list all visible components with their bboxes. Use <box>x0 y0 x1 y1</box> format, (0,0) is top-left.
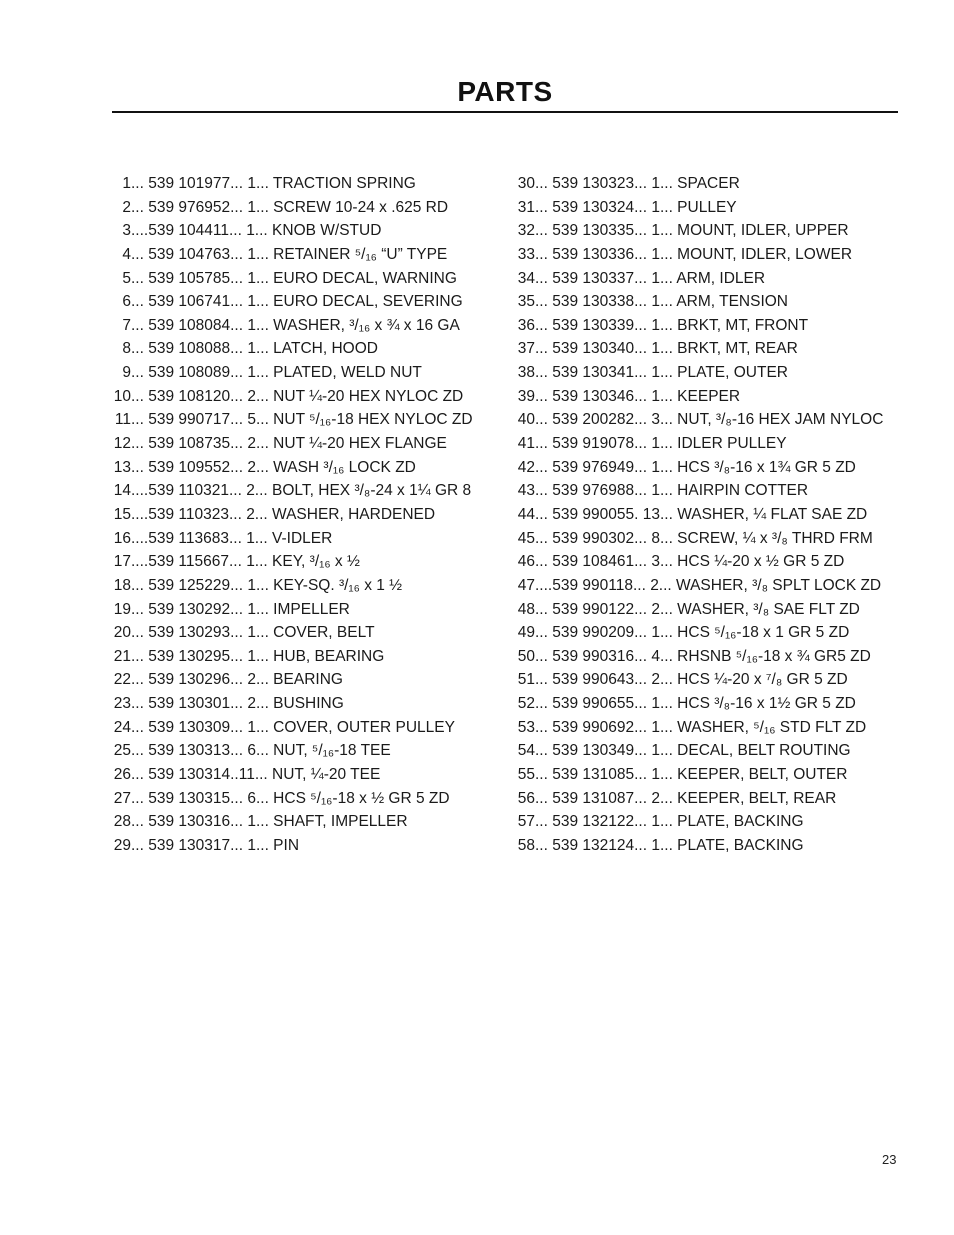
item-number: 42 <box>517 458 535 476</box>
parts-list-item <box>512 787 902 811</box>
item-description: ... 539 976988... 1... HAIRPIN COTTER <box>535 482 809 500</box>
item-number: 52 <box>517 695 535 713</box>
parts-list-right <box>512 172 902 858</box>
item-number: 29 <box>113 836 131 854</box>
parts-list-item <box>108 243 508 267</box>
item-description: ... 539 130340... 1... BRKT, MT, REAR <box>535 340 798 358</box>
parts-list-item <box>108 290 508 314</box>
item-number: 51 <box>517 671 535 689</box>
item-number: 23 <box>113 695 131 713</box>
item-description: ... 539 976952... 1... SCREW 10-24 x .625 RD <box>131 198 449 216</box>
item-description: ... 539 130349... 1... DECAL, BELT ROUTING <box>535 742 851 760</box>
item-description: ... 539 130315... 6... HCS ⁵/₁₆-18 x ½ GR 5 ZD <box>131 789 450 807</box>
item-description: ... 539 125229... 1... KEY-SQ. ³/₁₆ x 1 ½ <box>131 576 403 594</box>
item-number: 9 <box>122 364 131 382</box>
item-description: ... 539 130313... 6... NUT, ⁵/₁₆-18 TEE <box>131 742 391 760</box>
item-number: 40 <box>517 411 535 429</box>
parts-list-item <box>512 456 902 480</box>
parts-list-item <box>512 834 902 858</box>
parts-list-item <box>108 432 508 456</box>
parts-list-item <box>512 172 902 196</box>
item-description: ....539 110321... 2... BOLT, HEX ³/₈-24 x 1¼ GR 8 <box>131 482 472 500</box>
item-description: ... 539 104763... 1... RETAINER ⁵/₁₆ “U” TYPE <box>131 245 448 263</box>
parts-list-item <box>108 503 508 527</box>
item-number: 38 <box>517 364 535 382</box>
parts-list-item <box>108 787 508 811</box>
item-number: 15 <box>113 505 131 523</box>
item-description: ... 539 130316... 1... SHAFT, IMPELLER <box>131 813 408 831</box>
item-description: ....539 113683... 1... V-IDLER <box>131 529 333 547</box>
item-number: 20 <box>113 624 131 642</box>
parts-list-item <box>108 550 508 574</box>
item-description: ... 539 990717... 5... NUT ⁵/₁₆-18 HEX NYLOC ZD <box>131 411 473 429</box>
parts-list-item <box>108 810 508 834</box>
parts-list-item <box>108 385 508 409</box>
item-number: 58 <box>517 836 535 854</box>
item-description: ... 539 130317... 1... PIN <box>131 836 300 854</box>
parts-list-item <box>108 219 508 243</box>
item-description: ... 539 990209... 1... HCS ⁵/₁₆-18 x 1 GR 5 ZD <box>535 624 850 642</box>
item-number: 45 <box>517 529 535 547</box>
parts-list-item <box>512 527 902 551</box>
item-number: 21 <box>113 647 131 665</box>
item-description: ... 539 130323... 1... SPACER <box>535 175 740 192</box>
parts-list-item <box>512 598 902 622</box>
parts-list-item <box>108 692 508 716</box>
parts-list-item <box>108 739 508 763</box>
item-number: 47 <box>517 576 535 594</box>
parts-list-item <box>512 574 902 598</box>
item-number: 36 <box>517 316 535 334</box>
item-description: ... 539 106741... 1... EURO DECAL, SEVERING <box>131 293 463 311</box>
parts-list-item <box>108 456 508 480</box>
item-description: ....539 110323... 2... WASHER, HARDENED <box>131 505 436 523</box>
item-description: ... 539 132122... 1... PLATE, BACKING <box>535 813 804 831</box>
parts-list-item <box>512 337 902 361</box>
item-description: ... 539 130296... 2... BEARING <box>131 671 343 689</box>
parts-list-item <box>108 267 508 291</box>
item-number: 34 <box>517 269 535 287</box>
item-description: ... 539 990122... 2... WASHER, ³/₈ SAE FLT ZD <box>535 600 860 618</box>
page-number: 23 <box>882 1152 897 1167</box>
item-description: ... 539 130336... 1... MOUNT, IDLER, LOWER <box>535 245 853 263</box>
parts-list-item <box>512 432 902 456</box>
item-description: ... 539 131087... 2... KEEPER, BELT, REAR <box>535 789 837 807</box>
item-number: 24 <box>113 718 131 736</box>
item-description: ... 539 130341... 1... PLATE, OUTER <box>535 364 789 382</box>
item-number: 19 <box>113 600 131 618</box>
parts-list-item <box>108 361 508 385</box>
item-number: 1 <box>122 175 131 192</box>
parts-list-item <box>512 645 902 669</box>
parts-list-item <box>512 267 902 291</box>
item-description: ... 539 130309... 1... COVER, OUTER PULLEY <box>131 718 455 736</box>
parts-list-item <box>512 361 902 385</box>
item-description: ....539 104411... 1... KNOB W/STUD <box>131 222 382 240</box>
parts-list-item <box>512 243 902 267</box>
item-number: 48 <box>517 600 535 618</box>
item-description: ... 539 990692... 1... WASHER, ⁵/₁₆ STD FLT ZD <box>535 718 867 736</box>
item-description: ... 539 108461... 3... HCS ¼-20 x ½ GR 5 ZD <box>535 553 845 571</box>
item-description: ....539 990118... 2... WASHER, ³/₈ SPLT LOCK ZD <box>535 576 882 594</box>
parts-list-item <box>512 692 902 716</box>
item-number: 8 <box>122 340 131 358</box>
item-number: 35 <box>517 293 535 311</box>
item-number: 12 <box>113 435 131 453</box>
item-number: 46 <box>517 553 535 571</box>
item-number: 4 <box>122 245 131 263</box>
item-number: 5 <box>122 269 131 287</box>
item-number: 33 <box>517 245 535 263</box>
item-number: 56 <box>517 789 535 807</box>
item-number: 55 <box>517 766 535 784</box>
parts-list-left <box>108 172 508 858</box>
item-description: ... 539 130314..11... NUT, ¼-20 TEE <box>131 766 381 784</box>
item-number: 32 <box>517 222 535 240</box>
parts-list-item <box>108 645 508 669</box>
item-number: 39 <box>517 387 535 405</box>
item-number: 54 <box>517 742 535 760</box>
item-number: 41 <box>517 435 535 453</box>
item-number: 2 <box>122 198 131 216</box>
item-description: ... 539 130346... 1... KEEPER <box>535 387 741 405</box>
item-number: 7 <box>122 316 131 334</box>
parts-list-item <box>512 668 902 692</box>
item-description: ... 539 130324... 1... PULLEY <box>535 198 737 216</box>
parts-list-item <box>108 621 508 645</box>
item-description: ... 539 130335... 1... MOUNT, IDLER, UPPER <box>535 222 849 240</box>
parts-list-item <box>512 503 902 527</box>
item-number: 14 <box>113 482 131 500</box>
item-description: ... 539 200282... 3... NUT, ³/₈-16 HEX JAM NYLOC <box>535 411 884 429</box>
item-description: ... 539 108084... 1... WASHER, ³/₁₆ x ¾ x 16 GA <box>131 316 460 334</box>
parts-list-item <box>512 408 902 432</box>
item-description: ... 539 990643... 2... HCS ¼-20 x ⁷/₈ GR 5 ZD <box>535 671 848 689</box>
item-description: ... 539 130338... 1... ARM, TENSION <box>535 293 789 311</box>
parts-list-item <box>108 408 508 432</box>
parts-list-item <box>512 196 902 220</box>
item-description: ... 539 101977... 1... TRACTION SPRING <box>131 175 416 192</box>
item-description: ... 539 109552... 2... WASH ³/₁₆ LOCK ZD <box>131 458 416 476</box>
parts-list-item <box>512 385 902 409</box>
parts-list-item <box>512 219 902 243</box>
item-number: 43 <box>517 482 535 500</box>
parts-list-item <box>512 810 902 834</box>
item-number: 13 <box>113 458 131 476</box>
item-number: 50 <box>517 647 535 665</box>
item-number: 30 <box>517 175 535 192</box>
item-description: ... 539 105785... 1... EURO DECAL, WARNING <box>131 269 457 287</box>
parts-list-item <box>512 290 902 314</box>
parts-list-item <box>108 834 508 858</box>
parts-list-item <box>108 337 508 361</box>
parts-list-item <box>108 598 508 622</box>
item-number: 25 <box>113 742 131 760</box>
item-description: ... 539 990055. 13... WASHER, ¼ FLAT SAE ZD <box>535 505 868 523</box>
parts-list-item <box>108 527 508 551</box>
item-number: 22 <box>113 671 131 689</box>
page-title: PARTS <box>457 76 553 107</box>
item-description: ... 539 919078... 1... IDLER PULLEY <box>535 435 787 453</box>
item-number: 6 <box>122 293 131 311</box>
item-number: 27 <box>113 789 131 807</box>
item-description: ... 539 130293... 1... COVER, BELT <box>131 624 375 642</box>
item-description: ... 539 132124... 1... PLATE, BACKING <box>535 836 804 854</box>
parts-list-item <box>512 716 902 740</box>
item-description: ... 539 130339... 1... BRKT, MT, FRONT <box>535 316 809 334</box>
item-description: ... 539 990316... 4... RHSNB ⁵/₁₆-18 x ¾ GR5 ZD <box>535 647 871 665</box>
item-number: 44 <box>517 505 535 523</box>
item-number: 53 <box>517 718 535 736</box>
item-description: ... 539 990302... 8... SCREW, ¼ x ³/₈ THRD FRM <box>535 529 873 547</box>
item-number: 16 <box>113 529 131 547</box>
parts-list-item <box>108 172 508 196</box>
item-number: 31 <box>517 198 535 216</box>
item-number: 49 <box>517 624 535 642</box>
item-description: ... 539 976949... 1... HCS ³/₈-16 x 1¾ GR 5 ZD <box>535 458 856 476</box>
item-description: ... 539 108120... 2... NUT ¼-20 HEX NYLOC ZD <box>131 387 464 405</box>
item-number: 3 <box>122 222 131 240</box>
item-description: ... 539 130301... 2... BUSHING <box>131 695 344 713</box>
title-rule <box>112 111 898 113</box>
item-description: ... 539 108089... 1... PLATED, WELD NUT <box>131 364 422 382</box>
parts-list-item <box>108 196 508 220</box>
item-number: 26 <box>113 766 131 784</box>
item-description: ... 539 130292... 1... IMPELLER <box>131 600 350 618</box>
item-number: 18 <box>113 576 131 594</box>
item-number: 28 <box>113 813 131 831</box>
item-description: ... 539 131085... 1... KEEPER, BELT, OUTER <box>535 766 848 784</box>
item-number: 57 <box>517 813 535 831</box>
item-description: ... 539 108735... 2... NUT ¼-20 HEX FLANGE <box>131 435 447 453</box>
parts-list-item <box>108 479 508 503</box>
parts-list-item <box>108 574 508 598</box>
item-description: ... 539 108088... 1... LATCH, HOOD <box>131 340 378 358</box>
parts-list-item <box>512 550 902 574</box>
parts-list-item <box>512 621 902 645</box>
parts-list-item <box>108 763 508 787</box>
item-description: ... 539 990655... 1... HCS ³/₈-16 x 1½ GR 5 ZD <box>535 695 856 713</box>
parts-list-item <box>108 314 508 338</box>
item-description: ... 539 130337... 1... ARM, IDLER <box>535 269 766 287</box>
parts-list-item <box>512 314 902 338</box>
item-number: 11 <box>114 411 131 429</box>
item-description: ....539 115667... 1... KEY, ³/₁₆ x ½ <box>131 553 360 571</box>
item-number: 37 <box>517 340 535 358</box>
item-number: 10 <box>113 387 131 405</box>
parts-list-item <box>108 716 508 740</box>
parts-list-item <box>108 668 508 692</box>
parts-list-item <box>512 739 902 763</box>
parts-list-item <box>512 479 902 503</box>
item-number: 17 <box>113 553 131 571</box>
parts-list-item <box>512 763 902 787</box>
item-description: ... 539 130295... 1... HUB, BEARING <box>131 647 385 665</box>
